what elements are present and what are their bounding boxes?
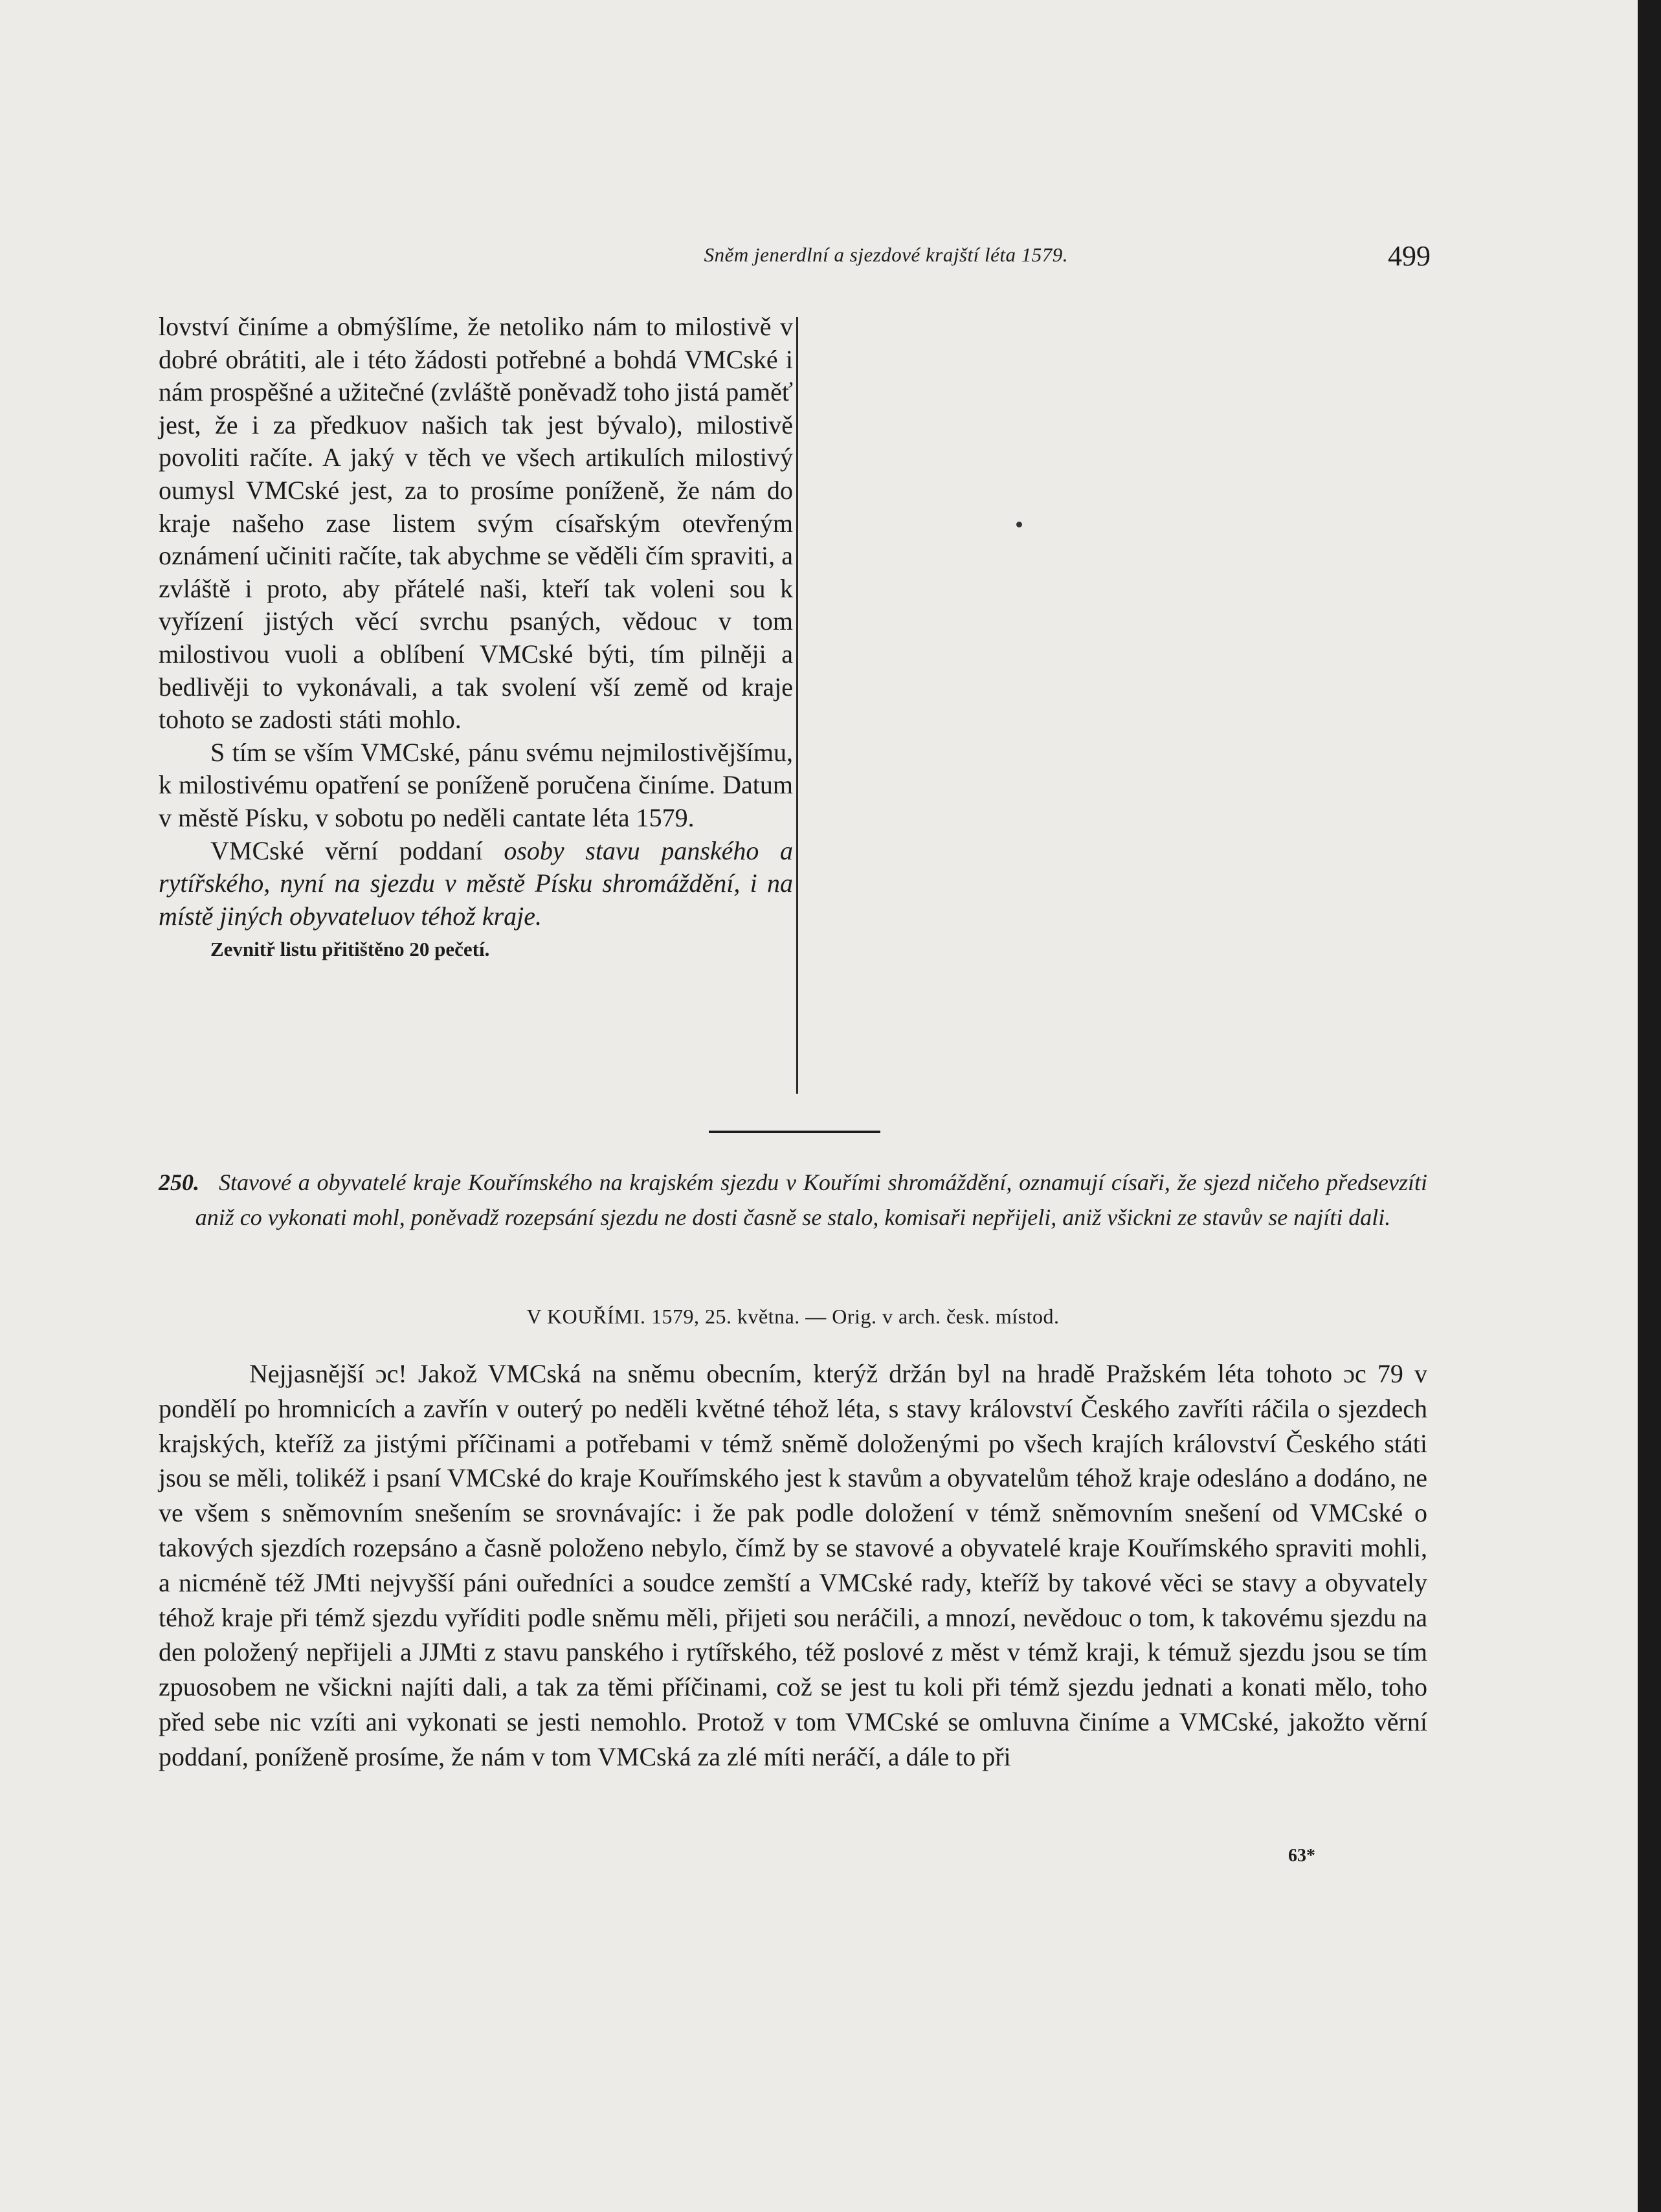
seal-note: Zevnitř listu přitištěno 20 pečetí. bbox=[210, 938, 490, 961]
sheet-signature: 63* bbox=[1288, 1846, 1315, 1866]
column-paragraph-1: lovství činíme a obmýšlíme, že netoliko nám to milostivě v dobré obrátiti, ale i této žádosti potřebné a bohdá VMCské i nám prospěšné a užitečné (zvláště poněvadž toho jistá paměť jest, že i za předkuov našich tak jest bývalo), milostivě povoliti račíte. A jaký v těch ve všech artikulích milostivý oumysl VMCské jest, za to prosíme poníženě, že nám do kraje našeho zase listem svým císařským otevřeným oznámení učiniti račíte, tak abychme se věděli čím spraviti, a zvláště i proto, aby přátelé naši, kteří tak voleni sou k vyřízení jistých věcí svrchu psaných, vědouc v tom milostivou vuoli a oblíbení VMCské býti, tím pilněji a bedlivěji to vykonávali, a tak svolení vší země od kraje tohoto se zadosti státi mohlo. bbox=[159, 312, 793, 735]
signature bbox=[159, 835, 793, 933]
section-separator bbox=[709, 1131, 880, 1133]
column-paragraph-2: S tím se vším VMCské, pánu svému nejmilostivějšímu, k milostivému opatření se poníženě poručena činíme. Datum v městě Písku, v sobotu po neděli cantate léta 1579. bbox=[159, 737, 793, 832]
document-number: 250. bbox=[159, 1169, 199, 1195]
column-rule bbox=[796, 317, 798, 1094]
signature-italic: osoby stavu panského a rytířského, nyní na sjezdu v městě Písku shromáždění, i na místě jiných obyvateluov téhož kraje. bbox=[159, 835, 793, 931]
dateline: V KOUŘÍMI. 1579, 25. května. — Orig. v arch. česk. místod. bbox=[526, 1305, 1060, 1328]
page-number: 499 bbox=[1388, 240, 1431, 272]
ink-dot bbox=[1016, 522, 1022, 527]
document-body: Nejjasnější ɔc! Jakož VMCská na sněmu obecním, kterýž držán byl na hradě Pražském léta tohoto ɔc 79 v pondělí po hromnicích a zavřín v outerý po neděli květné téhož léta, s stavy království Českého zavříti ráčila o sjezdech krajských, kteříž za jistými příčinami a potřebami v témž sněmě doloženými po všech krajích království Českého státi jsou se měli, tolikéž i psaní VMCské do kraje Kouřímského jest k stavům a obyvatelům téhož kraje odesláno a dodáno, ne ve všem s sněmovním snešením se srovnávajíc: i že pak podle doložení v témž sněmovním snešení od VMCské o takových sjezdích rozepsáno a časně položeno nebylo, čímž by se stavové a obyvatelé kraje Kouřímského spraviti mohli, a nicméně též JMti nejvyšší páni ouředníci a soudce zemští a VMCské rady, kteříž by takové věci se stavy a obyvately téhož kraje při témž sjezdu vyříditi podle sněmu měli, přijeti sou neráčili, a mnozí, nevědouc o tom, k takovému sjezdu na den položený nepřijeli a JJMti z stavu panského i rytířského, též poslové z měst v témž kraji, k témuž sjezdu jsou se tím zpuosobem ne všickni najíti dali, a tak za těmi příčinami, což se jest tu koli při témž sjezdu jednati a konati mělo, toho před sebe nic vzíti ani vykonati se jesti nemohlo. Protož v tom VMCské se omluvna činíme a VMCské, jakožto věrní poddaní, poníženě prosíme, že nám v tom VMCská za zlé míti neráčí, a dále to při bbox=[159, 1359, 1427, 1771]
running-title: Sněm jenerdlní a sjezdové krajští léta 1579. bbox=[704, 243, 1068, 266]
left-column bbox=[159, 311, 793, 964]
running-header bbox=[168, 239, 1431, 285]
document-heading bbox=[159, 1165, 1427, 1235]
document-summary: Stavové a obyvatelé kraje Kouřímského na krajském sjezdu v Kouřími shromáždění, oznamují císaři, že sjezd ničeho předsevzíti aniž co vykonati mohl, poněvadž rozepsání sjezdu ne dosti časně se stalo, komisaři nepřijeli, aniž všickni ze stavův se najíti dali. bbox=[195, 1169, 1427, 1230]
signature-plain: VMCské věrní poddaní bbox=[210, 835, 483, 865]
